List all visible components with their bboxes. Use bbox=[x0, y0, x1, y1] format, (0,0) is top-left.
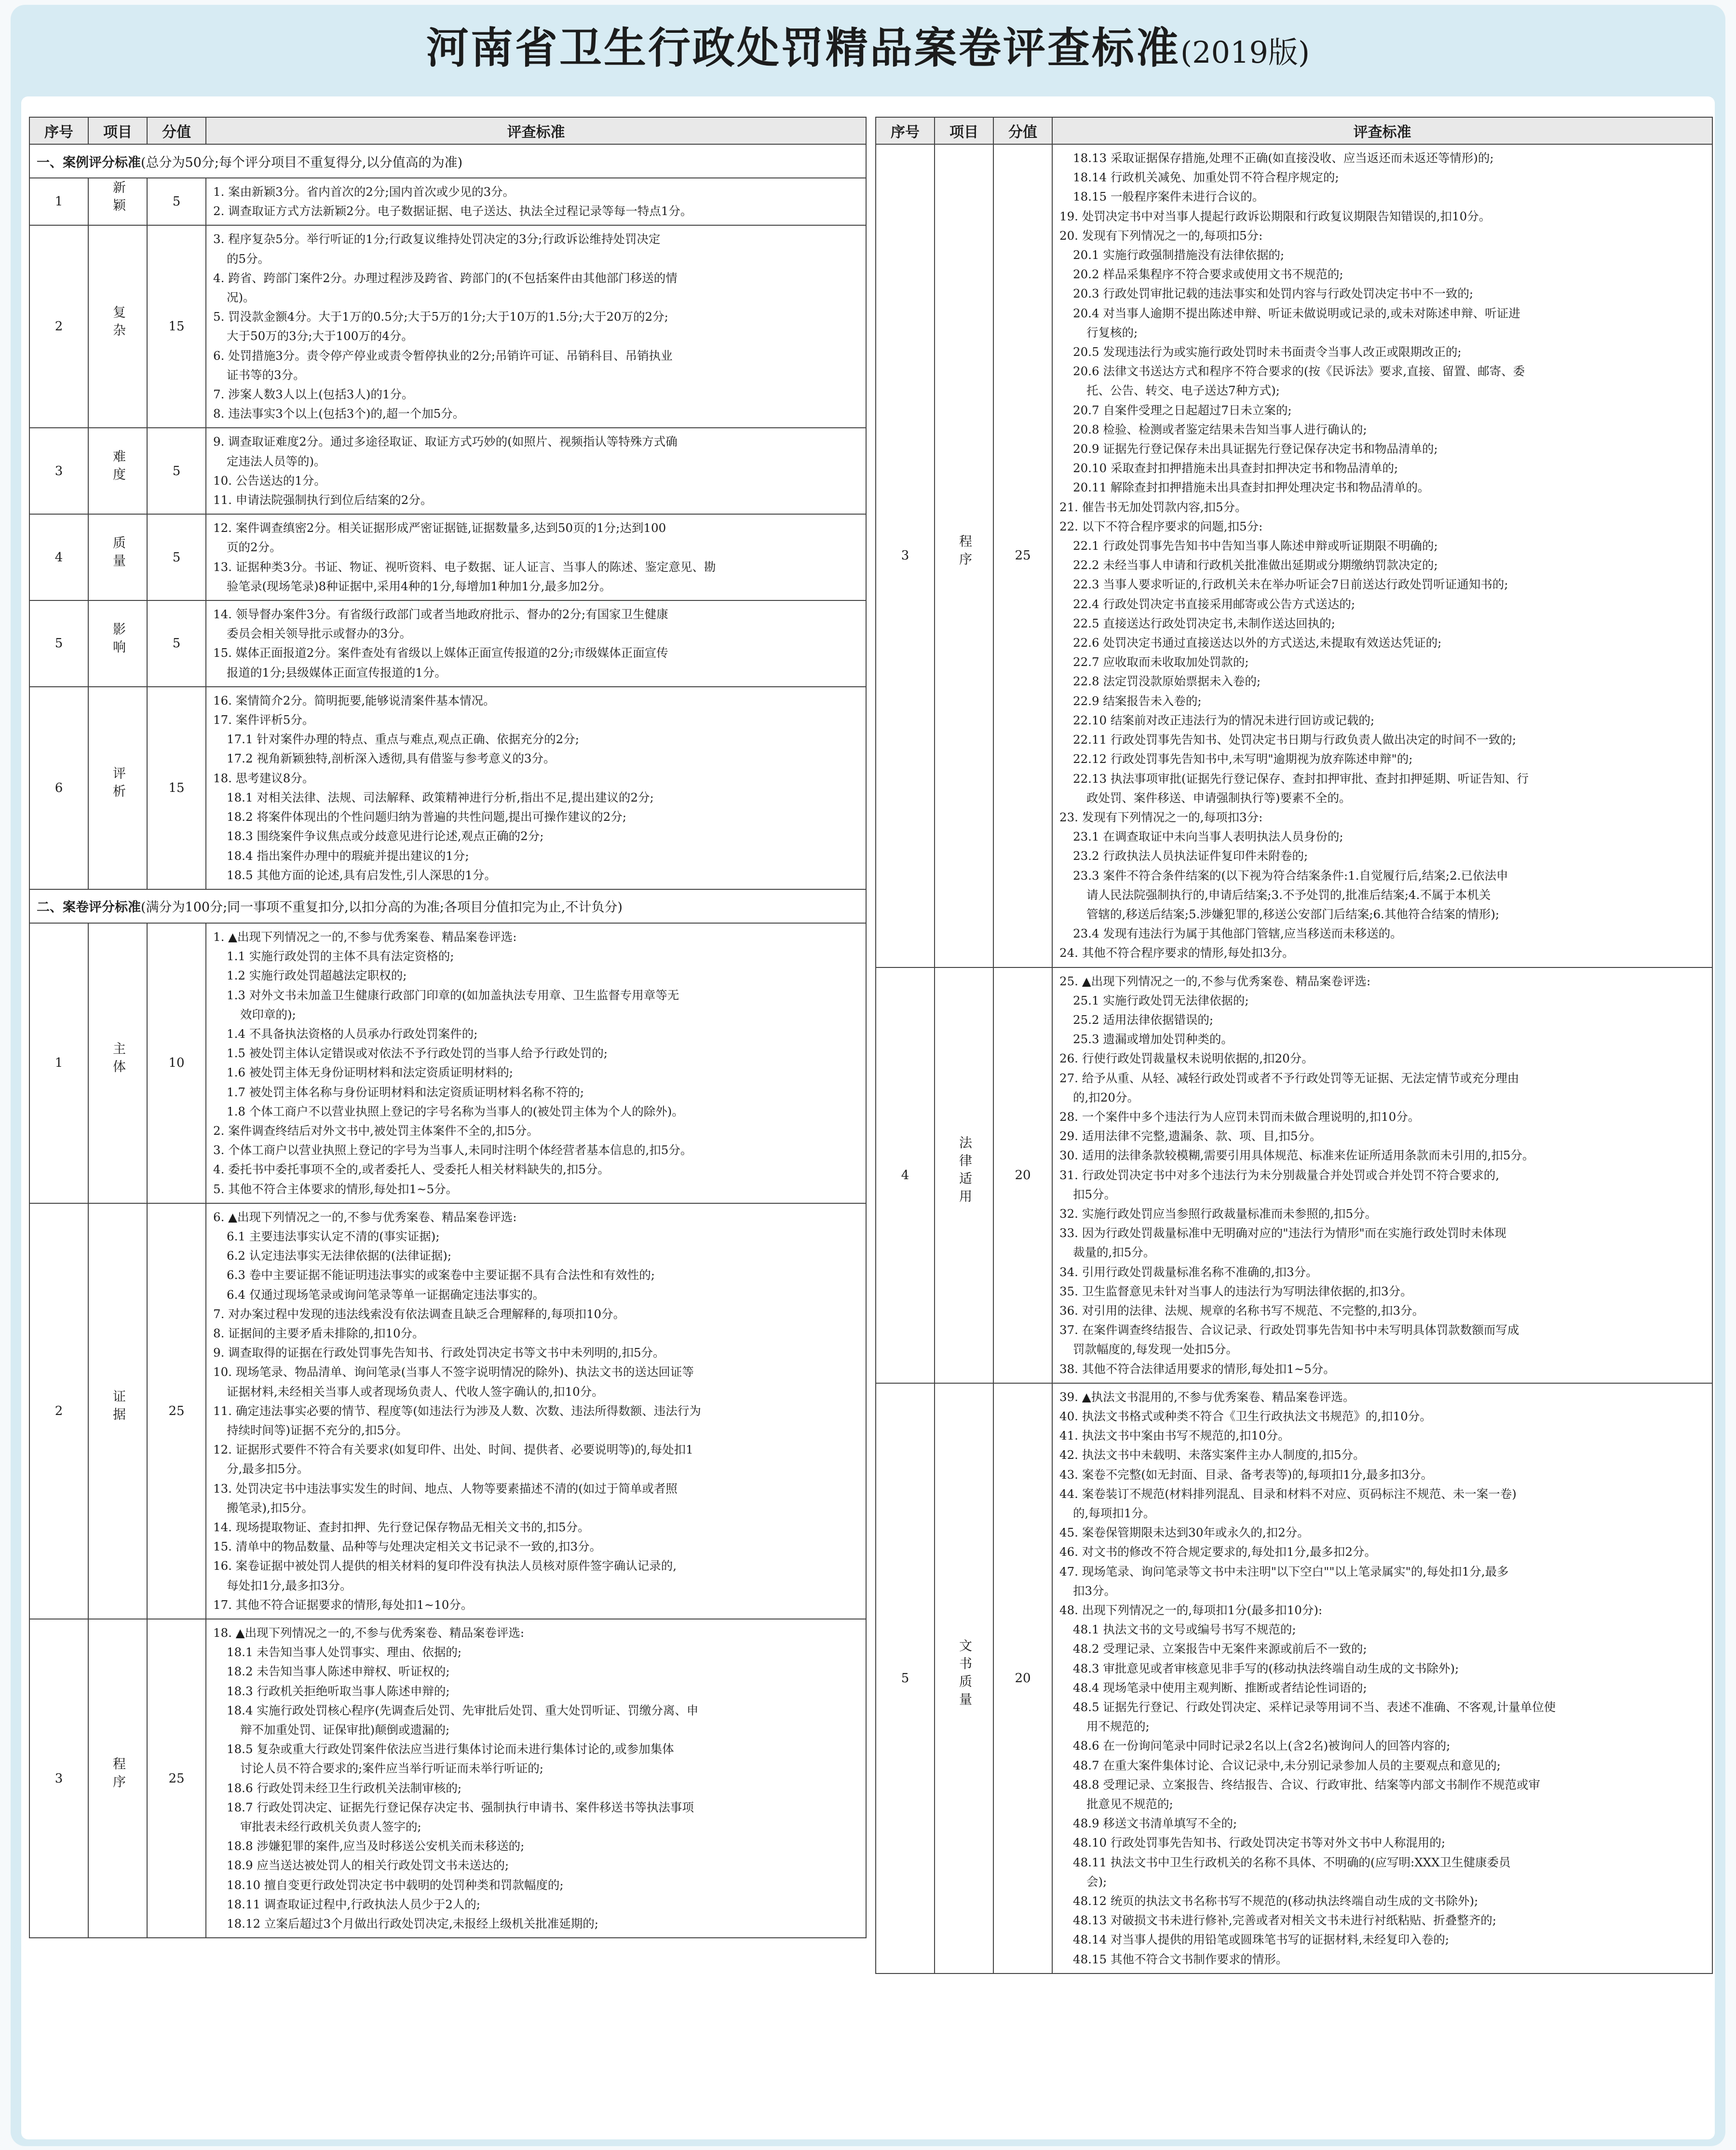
row-number: 4 bbox=[876, 967, 935, 1383]
criteria-line: 48.4 现场笔录中使用主观判断、推断或者结论性词语的; bbox=[1073, 1680, 1367, 1695]
criteria-line: 25.1 实施行政处罚无法律依据的; bbox=[1073, 993, 1249, 1007]
criteria-line: 35. 卫生监督意见未针对当事人的违法行为写明法律依据的,扣3分。 bbox=[1059, 1284, 1412, 1298]
criteria-line: 44. 案卷装订不规范(材料排列混乱、目录和材料不对应、页码标注不规范、未一案一卷) bbox=[1059, 1486, 1517, 1501]
criteria-line: 20.10 采取查封扣押措施未出具查封扣押决定书和物品清单的; bbox=[1073, 461, 1398, 476]
criteria-line: 23. 发现有下列情况之一的,每项扣3分: bbox=[1059, 810, 1263, 824]
header-project: 项目 bbox=[88, 117, 147, 144]
criteria-line: 用不规范的; bbox=[1086, 1719, 1150, 1734]
criteria-line: 18.5 其他方面的论述,具有启发性,引人深思的1分。 bbox=[227, 868, 496, 882]
criteria-line: 18.1 对相关法律、法规、司法解释、政策精神进行分析,指出不足,提出建议的2分; bbox=[227, 790, 654, 804]
criteria-line: 33. 因为行政处罚裁量标准中无明确对应的"违法行为情形"而在实施行政处罚时未体现 bbox=[1059, 1226, 1506, 1240]
project-label: 法律适用 bbox=[957, 1136, 972, 1208]
criteria-line: 1.7 被处罚主体名称与身份证明材料和法定资质证明材料名称不符的; bbox=[227, 1085, 584, 1099]
criteria-line: 18. ▲出现下列情况之一的,不参与优秀案卷、精品案卷评选: bbox=[213, 1626, 525, 1640]
table-row bbox=[29, 687, 866, 889]
criteria-line: 23.4 发现有违法行为属于其他部门管辖,应当移送而未移送的。 bbox=[1073, 926, 1402, 941]
criteria-line: 1.1 实施行政处罚的主体不具有法定资格的; bbox=[227, 949, 454, 964]
criteria-line: 18.4 实施行政处罚核心程序(先调查后处罚、先审批后处罚、重大处罚听证、罚缴分离、申 bbox=[227, 1703, 699, 1717]
criteria-line: 16. 案情简介2分。简明扼要,能够说清案件基本情况。 bbox=[213, 693, 495, 708]
table-row bbox=[29, 1619, 866, 1938]
table-row bbox=[29, 178, 866, 225]
criteria-line: 22.6 处罚决定书通过直接送达以外的方式送达,未提取有效送达凭证的; bbox=[1073, 636, 1442, 650]
criteria-line: 6.1 主要违法事实认定不清的(事实证据); bbox=[227, 1229, 440, 1243]
criteria-line: 批意见不规范的; bbox=[1086, 1797, 1173, 1811]
criteria-line: 48.8 受理记录、立案报告、终结报告、合议、行政审批、结案等内部文书制作不规范或审 bbox=[1073, 1777, 1540, 1792]
criteria-line: 18.3 行政机关拒绝听取当事人陈述申辩的; bbox=[227, 1684, 450, 1698]
criteria-line: 3. 程序复杂5分。举行听证的1分;行政复议维持处罚决定的3分;行政诉讼维持处罚决定 bbox=[213, 232, 661, 246]
criteria-line: 18. 思考建议8分。 bbox=[213, 771, 314, 785]
criteria-line: 3. 个体工商户以营业执照上登记的字号为当事人,未同时注明个体经营者基本信息的,扣5分。 bbox=[213, 1143, 692, 1157]
criteria-line: 10. 公告送达的1分。 bbox=[213, 473, 326, 488]
row-number: 3 bbox=[29, 1619, 88, 1938]
criteria-line: 22.5 直接送达行政处罚决定书,未制作送达回执的; bbox=[1073, 616, 1335, 630]
criteria-line: 20.7 自案件受理之日起超过7日未立案的; bbox=[1073, 403, 1292, 417]
criteria-line: 17.1 针对案件办理的特点、重点与难点,观点正确、依据充分的2分; bbox=[227, 732, 579, 747]
criteria-line: 6. 处罚措施3分。责令停产停业或责令暂停执业的2分;吊销许可证、吊销科目、吊销执业 bbox=[213, 348, 673, 363]
score-value: 25 bbox=[147, 1203, 206, 1619]
criteria-line: 22.3 当事人要求听证的,行政机关未在举办听证会7日前送达行政处罚听证通知书的; bbox=[1073, 577, 1508, 592]
project-label: 程序 bbox=[957, 534, 972, 570]
criteria-line: 9. 调查取证难度2分。通过多途径取证、取证方式巧妙的(如照片、视频指认等特殊方式确 bbox=[213, 435, 678, 449]
criteria-line: 22.7 应收取而未收取加处罚款的; bbox=[1073, 655, 1249, 669]
criteria-line: 辩不加重处罚、证保审批)颠倒或遗漏的; bbox=[240, 1723, 450, 1737]
criteria-line: 证据材料,未经相关当事人或者现场负责人、代收人签字确认的,扣10分。 bbox=[227, 1384, 604, 1399]
section-row bbox=[29, 144, 866, 178]
criteria-line: 21. 催告书无加处罚款内容,扣5分。 bbox=[1059, 500, 1247, 514]
criteria-line: 每处扣1分,最多扣3分。 bbox=[227, 1578, 352, 1592]
criteria-line: 18.14 行政机关减免、加重处罚不符合程序规定的; bbox=[1073, 170, 1339, 185]
criteria-line: 22.11 行政处罚事先告知书、处罚决定书日期与行政负责人做出决定的时间不一致的; bbox=[1073, 733, 1517, 747]
criteria-line: 38. 其他不符合法律适用要求的情形,每处扣1~5分。 bbox=[1059, 1361, 1335, 1376]
criteria-line: 6.3 卷中主要证据不能证明违法事实的或案卷中主要证据不具有合法性和有效性的; bbox=[227, 1268, 655, 1282]
criteria-line: 48.7 在重大案件集体讨论、合议记录中,未分别记录参加人员的主要观点和意见的; bbox=[1073, 1758, 1501, 1772]
criteria-line: 48.15 其他不符合文书制作要求的情形。 bbox=[1073, 1952, 1288, 1966]
project-label: 影响 bbox=[110, 622, 125, 658]
header-score: 分值 bbox=[147, 117, 206, 144]
criteria-line: 13. 处罚决定书中违法事实发生的时间、地点、人物等要素描述不清的(如过于简单或者照 bbox=[213, 1481, 678, 1496]
criteria-line: 分,最多扣5分。 bbox=[227, 1462, 309, 1476]
project-name bbox=[935, 967, 993, 1383]
criteria-line: 25. ▲出现下列情况之一的,不参与优秀案卷、精品案卷评选: bbox=[1059, 974, 1371, 988]
criteria-line: 扣3分。 bbox=[1073, 1583, 1116, 1598]
criteria-line: 7. 对办案过程中发现的违法线索没有依法调查且缺乏合理解释的,每项扣10分。 bbox=[213, 1306, 625, 1321]
criteria-line: 22.1 行政处罚事先告知书中告知当事人陈述申辩或听证期限不明确的; bbox=[1073, 539, 1438, 553]
criteria-text bbox=[1052, 1383, 1712, 1973]
project-name bbox=[88, 687, 147, 889]
criteria-line: 20.2 样品采集程序不符合要求或使用文书不规范的; bbox=[1073, 267, 1343, 282]
score-value: 5 bbox=[147, 514, 206, 600]
project-name bbox=[935, 144, 993, 967]
criteria-line: 18.9 应当送达被处罚人的相关行政处罚文书未送达的; bbox=[227, 1858, 509, 1873]
criteria-line: 43. 案卷不完整(如无封面、目录、备考表等)的,每项扣1分,最多扣3分。 bbox=[1059, 1467, 1433, 1482]
criteria-line: 13. 证据种类3分。书证、物证、视听资料、电子数据、证人证言、当事人的陈述、鉴定意见、勘 bbox=[213, 559, 716, 574]
criteria-line: 裁量的,扣5分。 bbox=[1073, 1245, 1155, 1260]
criteria-text bbox=[206, 687, 866, 889]
score-value: 10 bbox=[147, 923, 206, 1203]
criteria-line: 48.2 受理记录、立案报告中无案件来源或前后不一致的; bbox=[1073, 1642, 1367, 1656]
section1-heading bbox=[29, 144, 866, 178]
criteria-line: 48.11 执法文书中卫生行政机关的名称不具体、不明确的(应写明:XXX卫生健康委员 bbox=[1073, 1855, 1511, 1869]
row-number: 5 bbox=[876, 1383, 935, 1973]
table-row bbox=[29, 1203, 866, 1619]
criteria-line: 20.1 实施行政强制措施没有法律依据的; bbox=[1073, 248, 1285, 262]
row-number: 2 bbox=[29, 225, 88, 428]
score-value: 15 bbox=[147, 225, 206, 428]
criteria-line: 10. 现场笔录、物品清单、询问笔录(当事人不签字说明情况的除外)、执法文书的送达回证等 bbox=[213, 1365, 694, 1379]
criteria-line: 18.2 将案件体现出的个性问题归纳为普遍的共性问题,提出可操作建议的2分; bbox=[227, 810, 626, 824]
row-number: 6 bbox=[29, 687, 88, 889]
criteria-line: 22.10 结案前对改正违法行为的情况未进行回访或记载的; bbox=[1073, 713, 1375, 727]
criteria-line: 20.8 检验、检测或者鉴定结果未告知当事人进行确认的; bbox=[1073, 422, 1367, 436]
criteria-line: 1.3 对外文书未加盖卫生健康行政部门印章的(如加盖执法专用章、卫生监督专用章等无 bbox=[227, 988, 679, 1002]
criteria-line: 5. 其他不符合主体要求的情形,每处扣1~5分。 bbox=[213, 1182, 458, 1196]
criteria-text bbox=[1052, 967, 1712, 1383]
criteria-table-left bbox=[29, 117, 867, 1938]
criteria-line: 的,每项扣1分。 bbox=[1073, 1506, 1155, 1521]
criteria-line: 证书等的3分。 bbox=[227, 367, 305, 382]
table-row bbox=[29, 225, 866, 428]
score-value: 25 bbox=[147, 1619, 206, 1938]
header-criteria: 评查标准 bbox=[206, 117, 866, 144]
criteria-line: 29. 适用法律不完整,遗漏条、款、项、目,扣5分。 bbox=[1059, 1129, 1322, 1143]
table-row bbox=[876, 967, 1712, 1383]
criteria-line: 搬笔录),扣5分。 bbox=[227, 1500, 313, 1515]
project-name bbox=[88, 178, 147, 225]
criteria-line: 48.5 证据先行登记、行政处罚决定、采样记录等用词不当、表述不准确、不客观,计量单位使 bbox=[1073, 1700, 1556, 1715]
criteria-text bbox=[206, 225, 866, 428]
criteria-line: 委员会相关领导批示或督办的3分。 bbox=[227, 626, 412, 641]
criteria-line: 扣5分。 bbox=[1073, 1187, 1116, 1201]
criteria-line: 20.3 行政处罚审批记载的违法事实和处罚内容与行政处罚决定书中不一致的; bbox=[1073, 286, 1474, 301]
criteria-line: 1.8 个体工商户不以营业执照上登记的字号名称为当事人的(被处罚主体为个人的除外)。 bbox=[227, 1104, 684, 1118]
project-name bbox=[88, 600, 147, 687]
criteria-line: 17.2 视角新颖独特,剖析深入透彻,具有借鉴与参考意义的3分。 bbox=[227, 751, 556, 766]
criteria-line: 12. 案件调查缜密2分。相关证据形成严密证据链,证据数量多,达到50页的1分;达到100 bbox=[213, 521, 666, 535]
criteria-line: 18.5 复杂或重大行政处罚案件依法应当进行集体讨论而未进行集体讨论的,或参加集体 bbox=[227, 1742, 674, 1756]
row-number: 3 bbox=[876, 144, 935, 967]
criteria-line: 效印章的); bbox=[240, 1007, 296, 1021]
criteria-line: 15. 清单中的物品数量、品种等与处理决定相关文书记录不一致的,扣3分。 bbox=[213, 1539, 602, 1554]
section1-note: (总分为50分;每个评分项目不重复得分,以分值高的为准) bbox=[141, 155, 463, 170]
criteria-line: 20.5 发现违法行为或实施行政处罚时未书面责令当事人改正或限期改正的; bbox=[1073, 345, 1462, 359]
table-row bbox=[876, 1383, 1712, 1973]
criteria-text bbox=[206, 1619, 866, 1938]
criteria-line: 6. ▲出现下列情况之一的,不参与优秀案卷、精品案卷评选: bbox=[213, 1210, 517, 1224]
project-label: 评析 bbox=[110, 766, 125, 803]
row-number: 1 bbox=[29, 923, 88, 1203]
header-project: 项目 bbox=[935, 117, 993, 144]
criteria-line: 22.13 执法事项审批(证据先行登记保存、查封扣押审批、查封扣押延期、听证告知、行 bbox=[1073, 771, 1529, 786]
criteria-line: 2. 案件调查终结后对外文书中,被处罚主体案件不全的,扣5分。 bbox=[213, 1123, 539, 1138]
header-num: 序号 bbox=[876, 117, 935, 144]
criteria-line: 48.13 对破损文书未进行修补,完善或者对相关文书未进行衬纸粘贴、折叠整齐的; bbox=[1073, 1913, 1496, 1928]
criteria-line: 34. 引用行政处罚裁量标准名称不准确的,扣3分。 bbox=[1059, 1265, 1318, 1279]
criteria-line: 19. 处罚决定书中对当事人提起行政诉讼期限和行政复议期限告知错误的,扣10分。 bbox=[1059, 209, 1491, 223]
criteria-line: 22.8 法定罚没款原始票据未入卷的; bbox=[1073, 674, 1261, 689]
criteria-line: 罚款幅度的,每发现一处扣5分。 bbox=[1073, 1342, 1238, 1357]
criteria-line: 22.12 行政处罚事先告知书中,未写明"逾期视为放弃陈述申辩"的; bbox=[1073, 752, 1413, 766]
row-number: 1 bbox=[29, 178, 88, 225]
table-row bbox=[29, 428, 866, 514]
criteria-line: 14. 现场提取物证、查封扣押、先行登记保存物品无相关文书的,扣5分。 bbox=[213, 1520, 590, 1534]
project-name bbox=[88, 1619, 147, 1938]
criteria-line: 11. 申请法院强制执行到位后结案的2分。 bbox=[213, 493, 433, 507]
criteria-line: 41. 执法文书中案由书写不规范的,扣10分。 bbox=[1059, 1429, 1290, 1443]
criteria-line: 报道的1分;县级媒体正面宣传报道的1分。 bbox=[227, 665, 447, 680]
section1-label: 一、案例评分标准 bbox=[37, 155, 141, 170]
criteria-line: 7. 涉案人数3人以上(包括3人)的1分。 bbox=[213, 387, 414, 402]
project-name bbox=[88, 428, 147, 514]
criteria-line: 48.12 统页的执法文书名称书写不规范的(移动执法终端自动生成的文书除外); bbox=[1073, 1894, 1478, 1908]
section2-heading bbox=[29, 889, 866, 923]
row-number: 3 bbox=[29, 428, 88, 514]
criteria-line: 5. 罚没款金额4分。大于1万的0.5分;大于5万的1分;大于10万的1.5分;大于20万的2分; bbox=[213, 310, 668, 324]
page-title bbox=[0, 14, 1736, 75]
criteria-line: 22.9 结案报告未入卷的; bbox=[1073, 694, 1202, 708]
header-score: 分值 bbox=[993, 117, 1052, 144]
section2-note: (满分为100分;同一事项不重复扣分,以扣分高的为准;各项目分值扣完为止,不计负分) bbox=[141, 900, 623, 915]
criteria-line: 48.14 对当事人提供的用铅笔或圆珠笔书写的证据材料,未经复印入卷的; bbox=[1073, 1932, 1449, 1947]
criteria-line: 18.15 一般程序案件未进行合议的。 bbox=[1073, 190, 1264, 204]
criteria-line: 政处罚、案件移送、申请强制执行等)要素不全的。 bbox=[1086, 790, 1351, 805]
criteria-line: 1.2 实施行政处罚超越法定职权的; bbox=[227, 968, 407, 983]
project-label: 文书质量 bbox=[957, 1639, 972, 1711]
criteria-line: 20. 发现有下列情况之一的,每项扣5分: bbox=[1059, 228, 1263, 243]
criteria-line: 18.6 行政处罚未经卫生行政机关法制审核的; bbox=[227, 1781, 462, 1795]
criteria-line: 1. ▲出现下列情况之一的,不参与优秀案卷、精品案卷评选: bbox=[213, 929, 517, 944]
project-name bbox=[88, 1203, 147, 1619]
criteria-line: 17. 案件评析5分。 bbox=[213, 713, 314, 727]
criteria-text bbox=[206, 514, 866, 600]
score-value: 15 bbox=[147, 687, 206, 889]
criteria-line: 讨论人员不符合要求的;案件应当举行听证而未举行听证的; bbox=[240, 1761, 544, 1776]
criteria-line: 6.4 仅通过现场笔录或询问笔录等单一证据确定违法事实的。 bbox=[227, 1287, 545, 1302]
criteria-line: 40. 执法文书格式或种类不符合《卫生行政执法文书规范》的,扣10分。 bbox=[1059, 1409, 1432, 1423]
project-label: 难度 bbox=[110, 449, 125, 486]
project-name bbox=[88, 225, 147, 428]
criteria-line: 14. 领导督办案件3分。有省级行政部门或者当地政府批示、督办的2分;有国家卫生健康 bbox=[213, 607, 668, 622]
table-row bbox=[29, 923, 866, 1203]
criteria-line: 17. 其他不符合证据要求的情形,每处扣1~10分。 bbox=[213, 1597, 473, 1612]
project-name bbox=[935, 1383, 993, 1973]
criteria-line: 20.9 证据先行登记保存未出具证据先行登记保存决定书和物品清单的; bbox=[1073, 442, 1438, 456]
criteria-line: 23.3 案件不符合条件结案的(以下视为符合结案条件:1.自觉履行后,结案;2.已依法申 bbox=[1073, 868, 1508, 883]
section-row bbox=[29, 889, 866, 923]
table-row bbox=[29, 514, 866, 600]
criteria-line: 1.6 被处罚主体无身份证明材料和法定资质证明材料的; bbox=[227, 1065, 514, 1080]
criteria-line: 行复核的; bbox=[1086, 325, 1138, 340]
criteria-line: 26. 行使行政处罚裁量权未说明依据的,扣20分。 bbox=[1059, 1051, 1314, 1066]
criteria-line: 会); bbox=[1086, 1874, 1107, 1889]
score-value: 5 bbox=[147, 600, 206, 687]
header-criteria: 评查标准 bbox=[1052, 117, 1712, 144]
criteria-line: 48.1 执法文书的文号或编号书写不规范的; bbox=[1073, 1622, 1296, 1637]
criteria-line: 审批表未经行政机关负责人签字的; bbox=[240, 1820, 421, 1834]
criteria-line: 11. 确定违法事实必要的情节、程度等(如违法行为涉及人数、次数、违法所得数额、违法行为 bbox=[213, 1403, 701, 1418]
criteria-line: 18.8 涉嫌犯罪的案件,应当及时移送公安机关而未移送的; bbox=[227, 1839, 525, 1853]
criteria-line: 9. 调查取得的证据在行政处罚事先告知书、行政处罚决定书等文书中未列明的,扣5分。 bbox=[213, 1346, 665, 1360]
criteria-line: 18.3 围绕案件争议焦点或分歧意见进行论述,观点正确的2分; bbox=[227, 829, 544, 844]
project-label: 新颖 bbox=[110, 180, 125, 216]
criteria-line: 1.4 不具备执法资格的人员承办行政处罚案件的; bbox=[227, 1026, 478, 1041]
project-name bbox=[88, 923, 147, 1203]
criteria-table-right bbox=[875, 117, 1713, 1974]
criteria-line: 验笔录(现场笔录)8种证据中,采用4种的1分,每增加1种加1分,最多加2分。 bbox=[227, 579, 611, 593]
score-value: 25 bbox=[993, 144, 1052, 967]
criteria-line: 18.4 指出案件办理中的瑕疵并提出建议的1分; bbox=[227, 848, 469, 863]
criteria-line: 持续时间等)证据不充分的,扣5分。 bbox=[227, 1423, 408, 1437]
criteria-line: 18.10 擅自变更行政处罚决定书中载明的处罚种类和罚款幅度的; bbox=[227, 1878, 564, 1892]
criteria-line: 4. 委托书中委托事项不全的,或者委托人、受委托人相关材料缺失的,扣5分。 bbox=[213, 1162, 610, 1177]
table-header-row bbox=[876, 117, 1712, 144]
title-text: 河南省卫生行政处罚精品案卷评查标准 bbox=[426, 23, 1180, 73]
criteria-line: 托、公告、转交、电子送达7种方式); bbox=[1086, 383, 1280, 398]
criteria-line: 18.1 未告知当事人处罚事实、理由、依据的; bbox=[227, 1645, 462, 1660]
row-number: 4 bbox=[29, 514, 88, 600]
criteria-line: 的5分。 bbox=[227, 251, 270, 266]
criteria-line: 8. 证据间的主要矛盾未排除的,扣10分。 bbox=[213, 1326, 424, 1340]
header-num: 序号 bbox=[29, 117, 88, 144]
criteria-line: 27. 给予从重、从轻、减轻行政处罚或者不予行政处罚等无证据、无法定情节或充分理由 bbox=[1059, 1071, 1519, 1085]
criteria-line: 37. 在案件调查终结报告、合议记录、行政处罚事先告知书中未写明具体罚款数额而写成 bbox=[1059, 1323, 1519, 1337]
criteria-line: 管辖的,移送后结案;5.涉嫌犯罪的,移送公安部门后结案;6.其他符合结案的情形); bbox=[1086, 907, 1500, 921]
criteria-line: 36. 对引用的法律、法规、规章的名称书写不规范、不完整的,扣3分。 bbox=[1059, 1303, 1424, 1318]
criteria-line: 48.9 移送文书清单填写不全的; bbox=[1073, 1816, 1237, 1831]
criteria-line: 1.5 被处罚主体认定错误或对依法不予行政处罚的当事人给予行政处罚的; bbox=[227, 1046, 608, 1061]
criteria-line: 8. 违法事实3个以上(包括3个)的,超一个加5分。 bbox=[213, 407, 465, 421]
criteria-line: 28. 一个案件中多个违法行为人应罚未罚而未做合理说明的,扣10分。 bbox=[1059, 1109, 1420, 1124]
project-label: 证据 bbox=[110, 1389, 125, 1426]
criteria-line: 20.6 法律文书送达方式和程序不符合要求的(按《民诉法》要求,直接、留置、邮寄、委 bbox=[1073, 364, 1525, 379]
criteria-line: 31. 行政处罚决定书中对多个违法行为未分别裁量合并处罚或合并处罚不符合要求的, bbox=[1059, 1168, 1500, 1182]
criteria-line: 16. 案卷证据中被处罚人提供的相关材料的复印件没有执法人员核对原件签字确认记录的, bbox=[213, 1559, 677, 1573]
criteria-line: 20.4 对当事人逾期不提出陈述申辩、听证未做说明或记录的,或未对陈述申辩、听证进 bbox=[1073, 306, 1520, 320]
section2-label: 二、案卷评分标准 bbox=[37, 900, 141, 915]
score-value: 5 bbox=[147, 178, 206, 225]
row-number: 2 bbox=[29, 1203, 88, 1619]
criteria-line: 大于50万的3分;大于100万的4分。 bbox=[227, 329, 413, 343]
criteria-line: 23.1 在调查取证中未向当事人表明执法人员身份的; bbox=[1073, 830, 1343, 844]
criteria-line: 18.12 立案后超过3个月做出行政处罚决定,未报经上级机关批准延期的; bbox=[227, 1917, 599, 1931]
table-header-row bbox=[29, 117, 866, 144]
criteria-line: 48.3 审批意见或者审核意见非手写的(移动执法终端自动生成的文书除外); bbox=[1073, 1661, 1459, 1675]
criteria-line: 25.2 适用法律依据错误的; bbox=[1073, 1012, 1214, 1027]
criteria-line: 30. 适用的法律条款较模糊,需要引用具体规范、标准来佐证所适用条款而未引用的,扣5分。 bbox=[1059, 1148, 1534, 1163]
criteria-line: 4. 跨省、跨部门案件2分。办理过程涉及跨省、跨部门的(不包括案件由其他部门移送的情 bbox=[213, 271, 678, 285]
score-value: 5 bbox=[147, 428, 206, 514]
table-row bbox=[876, 144, 1712, 967]
criteria-line: 6.2 认定违法事实无法律依据的(法律证据); bbox=[227, 1249, 452, 1263]
criteria-line: 22.2 未经当事人申请和行政机关批准做出延期或分期缴纳罚款决定的; bbox=[1073, 558, 1438, 572]
criteria-line: 况)。 bbox=[227, 290, 255, 305]
criteria-line: 的,扣20分。 bbox=[1073, 1090, 1139, 1104]
criteria-line: 12. 证据形式要件不符合有关要求(如复印件、出处、时间、提供者、必要说明等)的,每处扣1 bbox=[213, 1442, 693, 1457]
criteria-line: 48. 出现下列情况之一的,每项扣1分(最多扣10分): bbox=[1059, 1603, 1323, 1618]
criteria-line: 20.11 解除查封扣押措施未出具查封扣押处理决定书和物品清单的。 bbox=[1073, 480, 1430, 495]
criteria-text bbox=[206, 600, 866, 687]
criteria-line: 18.11 调查取证过程中,行政执法人员少于2人的; bbox=[227, 1897, 481, 1911]
criteria-line: 25.3 遗漏或增加处罚种类的。 bbox=[1073, 1032, 1233, 1047]
criteria-line: 42. 执法文书中未载明、未落实案件主办人制度的,扣5分。 bbox=[1059, 1448, 1365, 1462]
criteria-text bbox=[206, 923, 866, 1203]
criteria-line: 18.2 未告知当事人陈述申辩权、听证权的; bbox=[227, 1664, 450, 1679]
criteria-line: 页的2分。 bbox=[227, 540, 282, 555]
row-number: 5 bbox=[29, 600, 88, 687]
project-label: 质量 bbox=[110, 536, 125, 572]
criteria-text bbox=[206, 1203, 866, 1619]
criteria-line: 46. 对文书的修改不符合规定要求的,每处扣1分,最多扣2分。 bbox=[1059, 1545, 1376, 1559]
criteria-line: 2. 调查取证方式方法新颖2分。电子数据证据、电子送达、执法全过程记录等每一特点1分。 bbox=[213, 204, 692, 218]
criteria-text bbox=[206, 178, 866, 225]
criteria-line: 48.10 行政处罚事先告知书、行政处罚决定书等对外文书中人称混用的; bbox=[1073, 1836, 1446, 1850]
project-name bbox=[88, 514, 147, 600]
criteria-line: 请人民法院强制执行的,申请后结案;3.不予处罚的,批准后结案;4.不属于本机关 bbox=[1086, 887, 1491, 902]
criteria-line: 32. 实施行政处罚应当参照行政裁量标准而未参照的,扣5分。 bbox=[1059, 1206, 1377, 1221]
criteria-line: 15. 媒体正面报道2分。案件查处有省级以上媒体正面宣传报道的2分;市级媒体正面宣传 bbox=[213, 646, 668, 660]
criteria-line: 22.4 行政处罚决定书直接采用邮寄或公告方式送达的; bbox=[1073, 597, 1356, 611]
criteria-text bbox=[206, 428, 866, 514]
criteria-line: 45. 案卷保管期限未达到30年或永久的,扣2分。 bbox=[1059, 1525, 1309, 1540]
criteria-line: 47. 现场笔录、询问笔录等文书中未注明"以下空白""以上笔录属实"的,每处扣1分,最多 bbox=[1059, 1564, 1509, 1578]
criteria-line: 18.13 采取证据保存措施,处理不正确(如直接没收、应当返还而未返还等情形)的; bbox=[1073, 151, 1494, 165]
criteria-line: 39. ▲执法文书混用的,不参与优秀案卷、精品案卷评选。 bbox=[1059, 1389, 1355, 1404]
title-suffix: (2019版) bbox=[1180, 35, 1310, 70]
criteria-line: 18.7 行政处罚决定、证据先行登记保存决定书、强制执行申请书、案件移送书等执法事项 bbox=[227, 1800, 694, 1814]
table-row bbox=[29, 600, 866, 687]
project-label: 复杂 bbox=[110, 305, 125, 341]
criteria-line: 1. 案由新颖3分。省内首次的2分;国内首次或少见的3分。 bbox=[213, 185, 515, 199]
criteria-line: 定违法人员等的)。 bbox=[227, 454, 326, 468]
score-value: 20 bbox=[993, 1383, 1052, 1973]
criteria-line: 22. 以下不符合程序要求的问题,扣5分: bbox=[1059, 519, 1263, 533]
criteria-line: 24. 其他不符合程序要求的情形,每处扣3分。 bbox=[1059, 946, 1294, 960]
project-label: 主体 bbox=[110, 1041, 125, 1077]
criteria-text bbox=[1052, 144, 1712, 967]
criteria-line: 48.6 在一份询问笔录中同时记录2名以上(含2名)被询问人的回答内容的; bbox=[1073, 1739, 1451, 1753]
project-label: 程序 bbox=[110, 1757, 125, 1793]
score-value: 20 bbox=[993, 967, 1052, 1383]
criteria-line: 23.2 行政执法人员执法证件复印件未附卷的; bbox=[1073, 849, 1308, 863]
